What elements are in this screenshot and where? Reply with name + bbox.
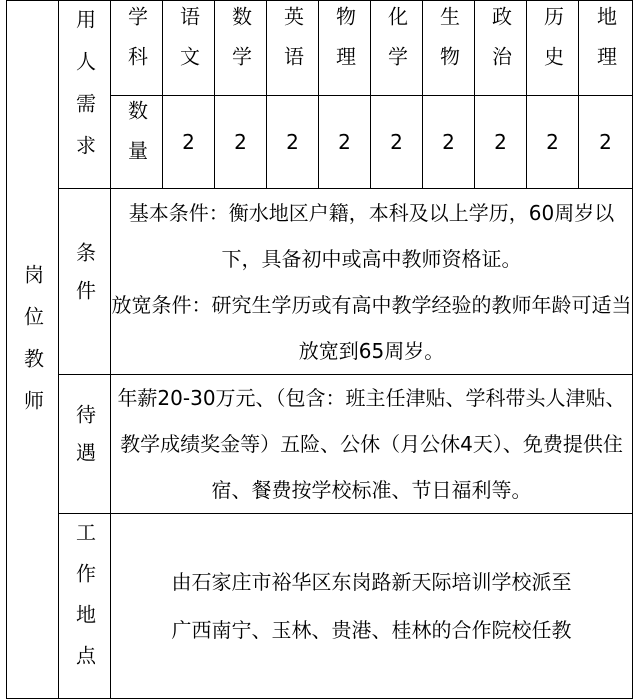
subject-name: 政治 [488, 6, 513, 86]
quantity-cell [319, 96, 371, 189]
workplace-line-1: 由石家庄市裕华区东岗路新天际培训学校派至 [171, 570, 572, 594]
subject-name: 数学 [228, 6, 253, 86]
quantity-value: 2 [599, 130, 612, 154]
relaxed-conditions: 放宽条件：研究生学历或有高中教学经验的教师年龄可适当放宽到65周岁。 [111, 292, 632, 363]
subject-cell [163, 1, 215, 96]
workplace-label-cell [59, 514, 111, 699]
conditions-label: 条件 [72, 241, 97, 318]
quantity-value: 2 [234, 130, 247, 154]
subject-cell [319, 1, 371, 96]
quantity-value: 2 [182, 130, 195, 154]
subject-name: 化学 [384, 6, 409, 86]
basic-conditions: 基本条件：衡水地区户籍，本科及以上学历，60周岁以下，具备初中或高中教师资格证。 [128, 200, 615, 271]
subject-cell [267, 1, 319, 96]
subject-cell [215, 1, 267, 96]
quantity-value: 2 [442, 130, 455, 154]
quantity-value: 2 [390, 130, 403, 154]
workplace-line-2: 广西南宁、玉林、贵港、桂林的合作院校任教 [171, 618, 572, 642]
subject-name: 英语 [280, 6, 305, 86]
subject-label: 学科 [124, 6, 149, 86]
subject-name: 地理 [593, 6, 618, 86]
benefits-label: 待遇 [72, 404, 97, 480]
quantity-value: 2 [338, 130, 351, 154]
subject-cell [579, 1, 633, 96]
demand-label: 用人需求 [72, 8, 97, 177]
quantity-cell [267, 96, 319, 189]
quantity-cell [475, 96, 527, 189]
quantity-value: 2 [494, 130, 507, 154]
quantity-cell [579, 96, 633, 189]
benefits-label-cell [59, 375, 111, 514]
conditions-label-cell [59, 189, 111, 375]
subject-name: 历史 [540, 6, 565, 86]
workplace-label: 工作地点 [72, 522, 97, 686]
quantity-header-cell [111, 96, 163, 189]
subject-cell [371, 1, 423, 96]
subject-name: 物理 [332, 6, 357, 86]
quantity-value: 2 [286, 130, 299, 154]
subject-name: 语文 [176, 6, 201, 86]
position-label: 岗位教师 [20, 263, 45, 432]
quantity-cell [215, 96, 267, 189]
demand-cell [59, 1, 111, 189]
benefits-content [111, 375, 633, 514]
subject-header-cell [111, 1, 163, 96]
subject-cell [423, 1, 475, 96]
position-cell [7, 1, 59, 699]
recruitment-table [6, 0, 633, 699]
quantity-cell [163, 96, 215, 189]
subject-name: 生物 [436, 6, 461, 86]
workplace-content [111, 514, 633, 699]
benefits-text: 年薪20-30万元、（包含：班主任津贴、学科带头人津贴、教学成绩奖金等）五险、公休（月公休4天）、免费提供住宿、餐费按学校标准、节日福利等。 [117, 386, 626, 502]
subject-cell [475, 1, 527, 96]
quantity-cell [371, 96, 423, 189]
subject-cell [527, 1, 579, 96]
quantity-cell [423, 96, 475, 189]
quantity-value: 2 [546, 130, 559, 154]
conditions-content [111, 189, 633, 375]
quantity-cell [527, 96, 579, 189]
quantity-label: 数量 [124, 100, 149, 180]
